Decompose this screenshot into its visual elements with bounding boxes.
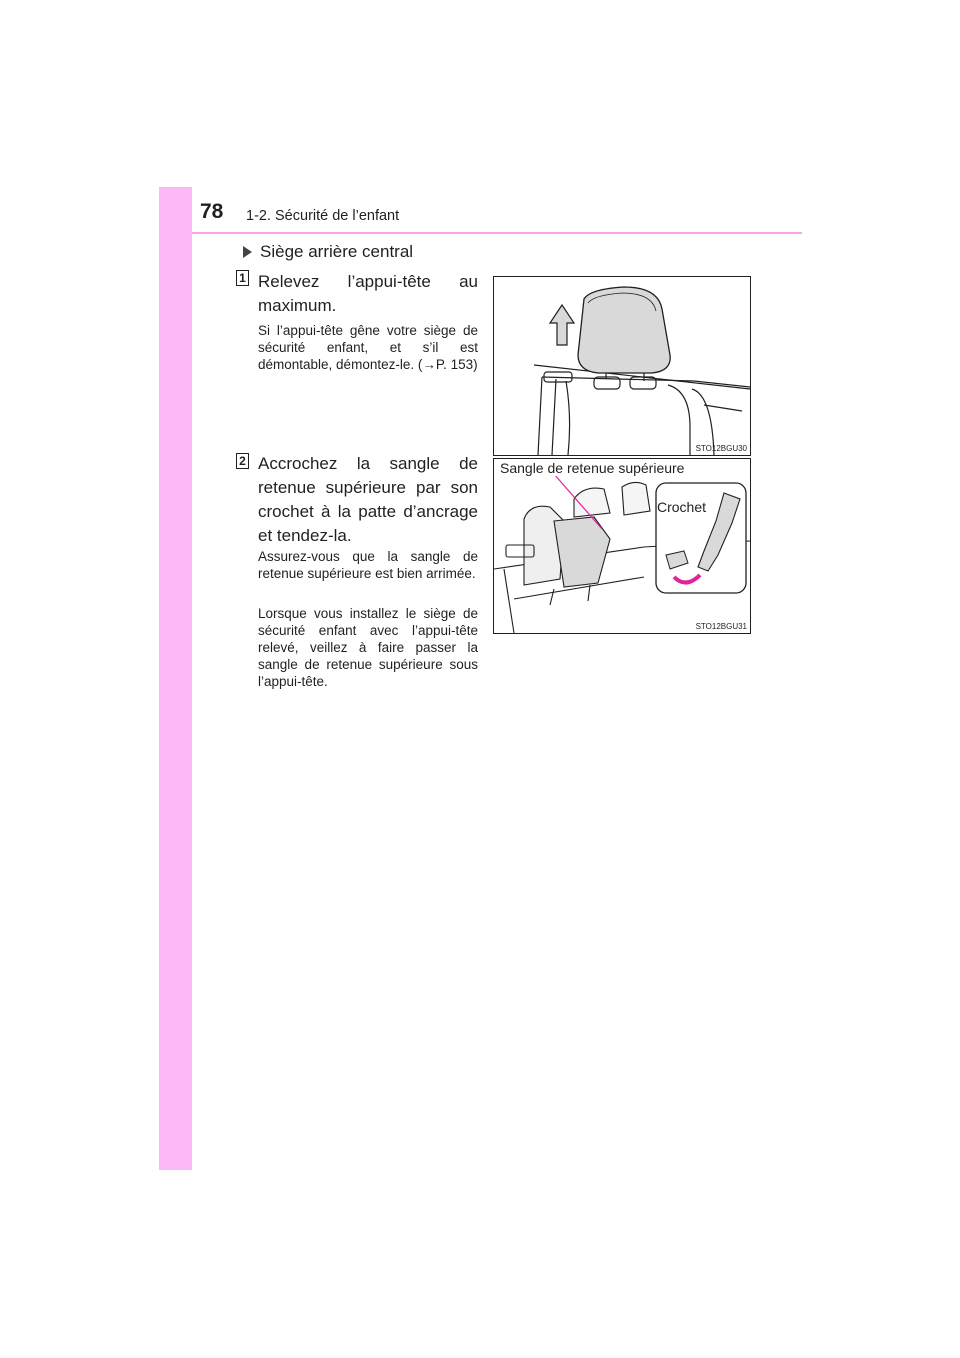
hook-label: Crochet (657, 499, 707, 515)
step-2-text: Accrochez la sangle de retenue supérieure par son crochet à la patte d’ancrage et tendez-la. (258, 454, 478, 545)
figure-code: STO12BGU30 (695, 444, 747, 453)
step-1-text: Relevez l’appui-tête au maximum. (258, 272, 478, 315)
side-color-strip (159, 187, 192, 1170)
subheading (243, 242, 413, 262)
step-1-badge: 1 (236, 270, 249, 286)
figure-code: STO12BGU31 (695, 622, 747, 631)
step-2-badge: 2 (236, 453, 249, 469)
subheading-text: Siège arrière central (260, 242, 414, 261)
step-2-note-1: Assurez-vous que la sangle de retenue supérieure est bien arrimée. (258, 549, 478, 581)
up-arrow-icon (550, 305, 574, 345)
page-number: 78 (200, 200, 224, 223)
headrest-illustration (494, 277, 750, 455)
step-2-note-2: Lorsque vous installez le siège de sécurité enfant avec l’appui-tête relevé, veillez à faire passer la sangle de retenue supérieure sous l’appui-tête. (258, 606, 478, 689)
section-title: 1-2. Sécurité de l’enfant (246, 208, 400, 224)
strap-label: Sangle de retenue supérieure (500, 460, 685, 476)
figure-headrest-raise (493, 276, 751, 456)
header-divider (192, 232, 802, 234)
step-1-note: Si l’appui-tête gêne votre siège de sécurité enfant, et s’il est démontable, démontez-le. (→P. 153) (258, 323, 478, 372)
triangle-bullet-icon (243, 246, 252, 258)
figure-top-tether (493, 458, 751, 634)
tether-illustration (494, 459, 750, 633)
